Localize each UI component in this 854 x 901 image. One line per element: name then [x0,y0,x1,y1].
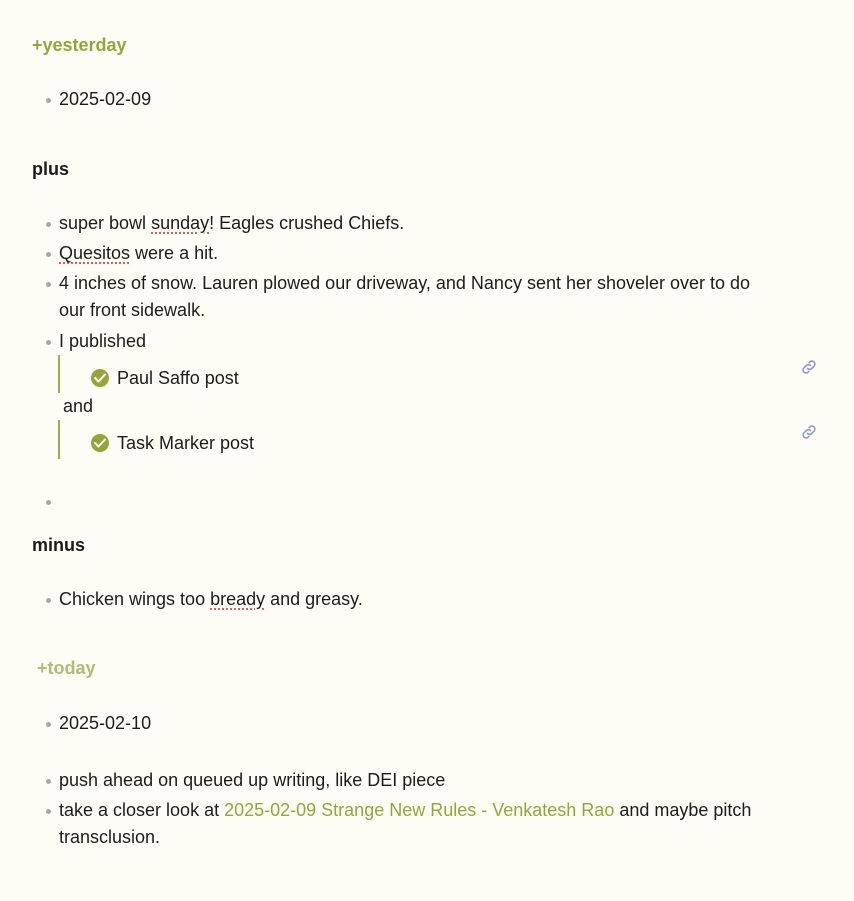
minus-heading: minus [32,535,86,555]
item-text-line1 [59,797,751,824]
text-segment: and maybe pitch [614,800,752,820]
bullet-dot [46,340,51,345]
text-segment: Chicken wings too [59,589,211,609]
bullet-dot [46,252,51,257]
item-text [59,586,363,613]
embed-task-title[interactable]: Paul Saffo post [117,368,239,388]
item-text-line2: transclusion. [59,827,161,847]
bullet-dot [46,598,51,603]
text-segment: super bowl [59,213,152,233]
bullet-dot [46,722,51,727]
misspelled-word[interactable]: sunday [151,213,210,233]
today-heading[interactable]: +today [37,658,96,678]
bullet-dot [46,500,51,505]
embed-bar [58,420,60,459]
misspelled-word[interactable]: Quesitos [59,243,131,263]
bullet-dot [46,222,51,227]
text-segment: take a closer look at [59,800,225,820]
date-text: 2025-02-09 [59,89,152,109]
text-segment: and greasy. [265,589,363,609]
check-circle-icon[interactable] [91,369,109,387]
item-text-line1: 4 inches of snow. Lauren plowed our driveway, and Nancy sent her shoveler over to do [59,273,751,293]
item-text: push ahead on queued up writing, like DEI piece [59,770,446,790]
bullet-dot [46,809,51,814]
embed-bar [58,355,60,393]
text-segment: ! Eagles crushed Chiefs. [209,213,405,233]
plus-heading: plus [32,159,70,179]
item-text-line2: our front sidewalk. [59,300,206,320]
text-segment: were a hit. [130,243,219,263]
yesterday-heading[interactable]: +yesterday [32,35,127,55]
item-text: I published [59,331,147,351]
connector-text: and [63,396,94,416]
link-chain-icon[interactable] [800,423,818,441]
empty-list-item[interactable] [0,488,854,515]
bullet-dot [46,779,51,784]
internal-page-link[interactable]: 2025-02-09 Strange New Rules - Venkatesh Rao [224,800,615,820]
item-text [59,210,404,237]
bullet-dot [46,98,51,103]
bullet-dot [46,282,51,287]
date-text: 2025-02-10 [59,713,152,733]
link-chain-icon[interactable] [800,358,818,376]
misspelled-word[interactable]: bready [210,589,266,609]
check-circle-icon[interactable] [91,434,109,452]
item-text [59,240,218,267]
embed-task-title[interactable]: Task Marker post [117,433,255,453]
